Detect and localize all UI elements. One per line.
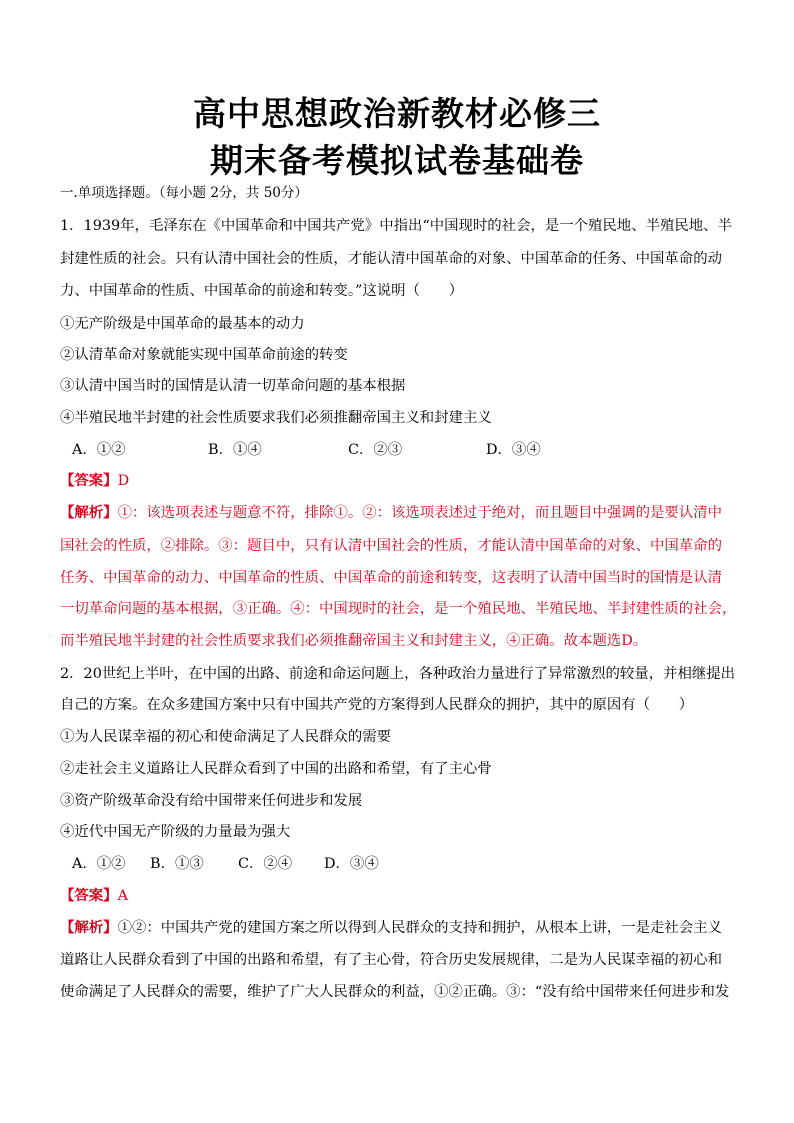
q1-analysis-label: 【解析】 — [60, 504, 118, 521]
q1-analysis-line4: 一切革命问题的基本根据，③正确。④：中国现时的社会，是一个殖民地、半殖民地、半封建性质的社会， — [60, 601, 737, 617]
q2-item-4: ④近代中国无产阶级的力量最为强大 — [60, 824, 291, 840]
q1-stem-line2: 封建性质的社会。只有认清中国社会的性质，才能认清中国革命的对象、中国革命的任务、中国革命的动 — [60, 251, 722, 267]
q2-stem-line1: 2．20世纪上半叶，在中国的出路、前途和命运问题上，各种政治力量进行了异常激烈的较量，并相继提出 — [60, 666, 736, 682]
q2-answer-label: 【答案】 — [60, 887, 118, 904]
q1-item-1: ①无产阶级是中国革命的最基本的动力 — [60, 316, 305, 332]
q2-item-1: ①为人民谋幸福的初心和使命满足了人民群众的需要 — [60, 729, 391, 745]
q1-option-c: C．②③ — [348, 442, 403, 458]
q1-answer-value: D — [117, 473, 130, 489]
q1-analysis-line1 — [60, 503, 740, 523]
q1-item-4: ④半殖民地半封建的社会性质要求我们必须推翻帝国主义和封建主义 — [60, 410, 492, 426]
q2-item-2: ②走社会主义道路让人民群众看到了中国的出路和希望，有了主心骨 — [60, 761, 492, 777]
q1-option-a: A．①② — [72, 442, 126, 458]
q1-item-3: ③认清中国当时的国情是认清一切革命问题的基本根据 — [60, 378, 406, 394]
q2-option-c: C．②④ — [238, 856, 293, 872]
q1-analysis-line5: 而半殖民地半封建的社会性质要求我们必须推翻帝国主义和封建主义，④正确。故本题选D。 — [60, 633, 648, 649]
q1-item-2: ②认清革命对象就能实现中国革命前途的转变 — [60, 347, 348, 363]
q1-stem-line1: 1．1939年，毛泽东在《中国革命和中国共产党》中指出“中国现时的社会，是一个殖民地、半殖民地、半 — [60, 218, 732, 234]
q1-analysis-line2: 国社会的性质，②排除。③：题目中，只有认清中国社会的性质，才能认清中国革命的对象、中国革命的 — [60, 538, 722, 554]
q2-analysis-line3: 使命满足了人民群众的需要，维护了广大人民群众的利益，①②正确。③：“没有给中国带来任何进步和发 — [60, 984, 730, 1000]
q2-analysis-line1 — [60, 918, 740, 938]
q2-option-d: D．③④ — [324, 856, 379, 872]
q2-analysis-line2: 道路让人民群众看到了中国的出路和希望，有了主心骨，符合历史发展规律，二是为人民谋幸福的初心和 — [60, 952, 722, 968]
q1-option-d: D．③④ — [486, 442, 541, 458]
q2-option-a: A．①② — [72, 856, 126, 872]
q2-answer-value: A — [117, 888, 128, 904]
q2-analysis-label: 【解析】 — [60, 919, 118, 936]
q2-answer — [60, 886, 740, 906]
exam-title-line1: 高中思想政治新教材必修三 — [193, 94, 601, 133]
q1-answer — [60, 471, 740, 491]
q1-answer-label: 【答案】 — [60, 472, 118, 489]
q2-item-3: ③资产阶级革命没有给中国带来任何进步和发展 — [60, 793, 363, 809]
section-heading: 一.单项选择题。（每小题 2分，共 50分） — [60, 185, 308, 201]
q1-analysis-text-1: ①：该选项表述与题意不符，排除①。②：该选项表述过于绝对，而且题目中强调的是要认清中 — [117, 505, 722, 521]
exam-title-line2: 期末备考模拟试卷基础卷 — [210, 141, 584, 180]
q2-analysis-text-1: ①②：中国共产党的建国方案之所以得到人民群众的支持和拥护，从根本上讲，一是走社会主义 — [117, 920, 722, 936]
q2-stem-line2: 自己的方案。在众多建国方案中只有中国共产党的方案得到人民群众的拥护，其中的原因有（ ） — [60, 697, 694, 713]
q1-stem-line3: 力、中国革命的性质、中国革命的前途和转变。”这说明（ ） — [60, 283, 464, 299]
q2-option-b: B．①③ — [150, 856, 204, 872]
q1-analysis-line3: 任务、中国革命的动力、中国革命的性质、中国革命的前途和转变，这表明了认清中国当时的国情是认清 — [60, 570, 722, 586]
q1-option-b: B．①④ — [208, 442, 262, 458]
